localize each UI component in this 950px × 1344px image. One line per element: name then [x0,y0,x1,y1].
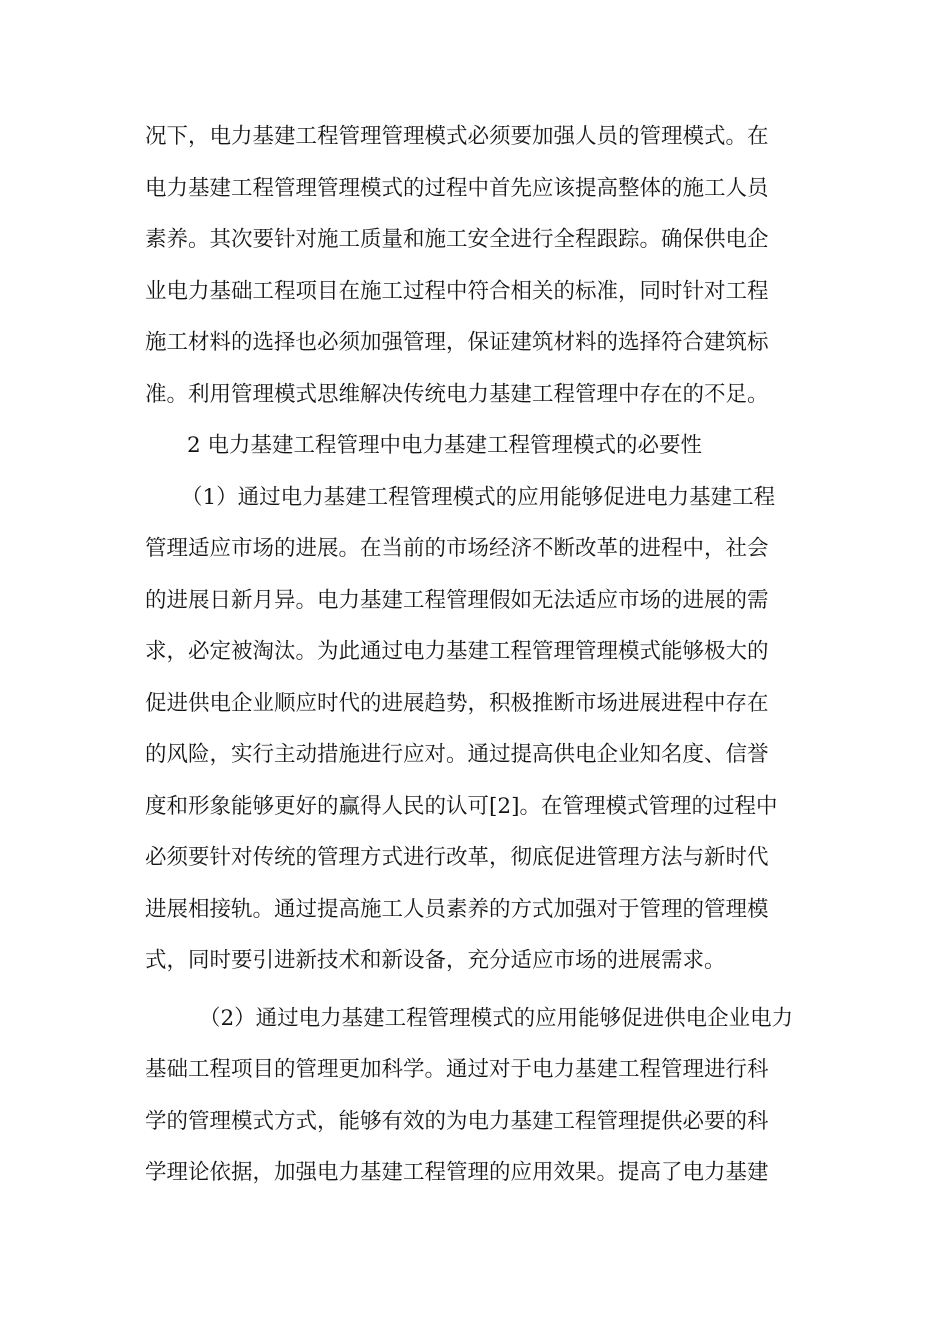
text-line: 的风险，实行主动措施进行应对。通过提高供电企业知名度、信誉 [145,742,769,767]
text-line: 度和形象能够更好的赢得人民的认可[2]。在管理模式管理的过程中 [145,793,778,819]
text-line: 促进供电企业顺应时代的进展趋势，积极推断市场进展进程中存在 [145,690,769,716]
text-line: 电力基建工程管理管理模式的过程中首先应该提高整体的施工人员 [145,175,769,201]
text-line: 的进展日新月异。电力基建工程管理假如无法适应市场的进展的需 [145,587,769,613]
text-line: 基础工程项目的管理更加科学。通过对于电力基建工程管理进行科 [145,1057,769,1082]
text-line: 求，必定被淘汰。为此通过电力基建工程管理管理模式能够极大的 [145,639,769,664]
paragraph-first-line: （1）通过电力基建工程管理模式的应用能够促进电力基建工程 [181,484,776,510]
text-line: 必须要针对传统的管理方式进行改革，彻底促进管理方法与新时代 [145,845,769,870]
text-line: 施工材料的选择也必须加强管理，保证建筑材料的选择符合建筑标 [145,330,769,355]
paragraph-first-line: （2）通过电力基建工程管理模式的应用能够促进供电企业电力 [199,1005,794,1031]
text-line: 业电力基础工程项目在施工过程中符合相关的标准，同时针对工程 [145,278,769,304]
text-line: 式，同时要引进新技术和新设备，充分适应市场的进展需求。 [145,948,726,973]
body-text [145,111,810,1199]
text-line: 管理适应市场的进展。在当前的市场经济不断改革的进程中，社会 [145,536,769,561]
text-line: 况下，电力基建工程管理管理模式必须要加强人员的管理模式。在 [145,124,769,149]
text-line: 进展相接轨。通过提高施工人员素养的方式加强对于管理的管理模 [145,896,769,922]
text-line: 准。利用管理模式思维解决传统电力基建工程管理中存在的不足。 [145,381,769,407]
text-line: 学的管理模式方式，能够有效的为电力基建工程管理提供必要的科 [145,1108,769,1134]
section-heading: 2 电力基建工程管理中电力基建工程管理模式的必要性 [187,433,703,458]
text-line: 学理论依据，加强电力基建工程管理的应用效果。提高了电力基建 [145,1160,769,1185]
text-line: 素养。其次要针对施工质量和施工安全进行全程跟踪。确保供电企 [145,227,769,252]
